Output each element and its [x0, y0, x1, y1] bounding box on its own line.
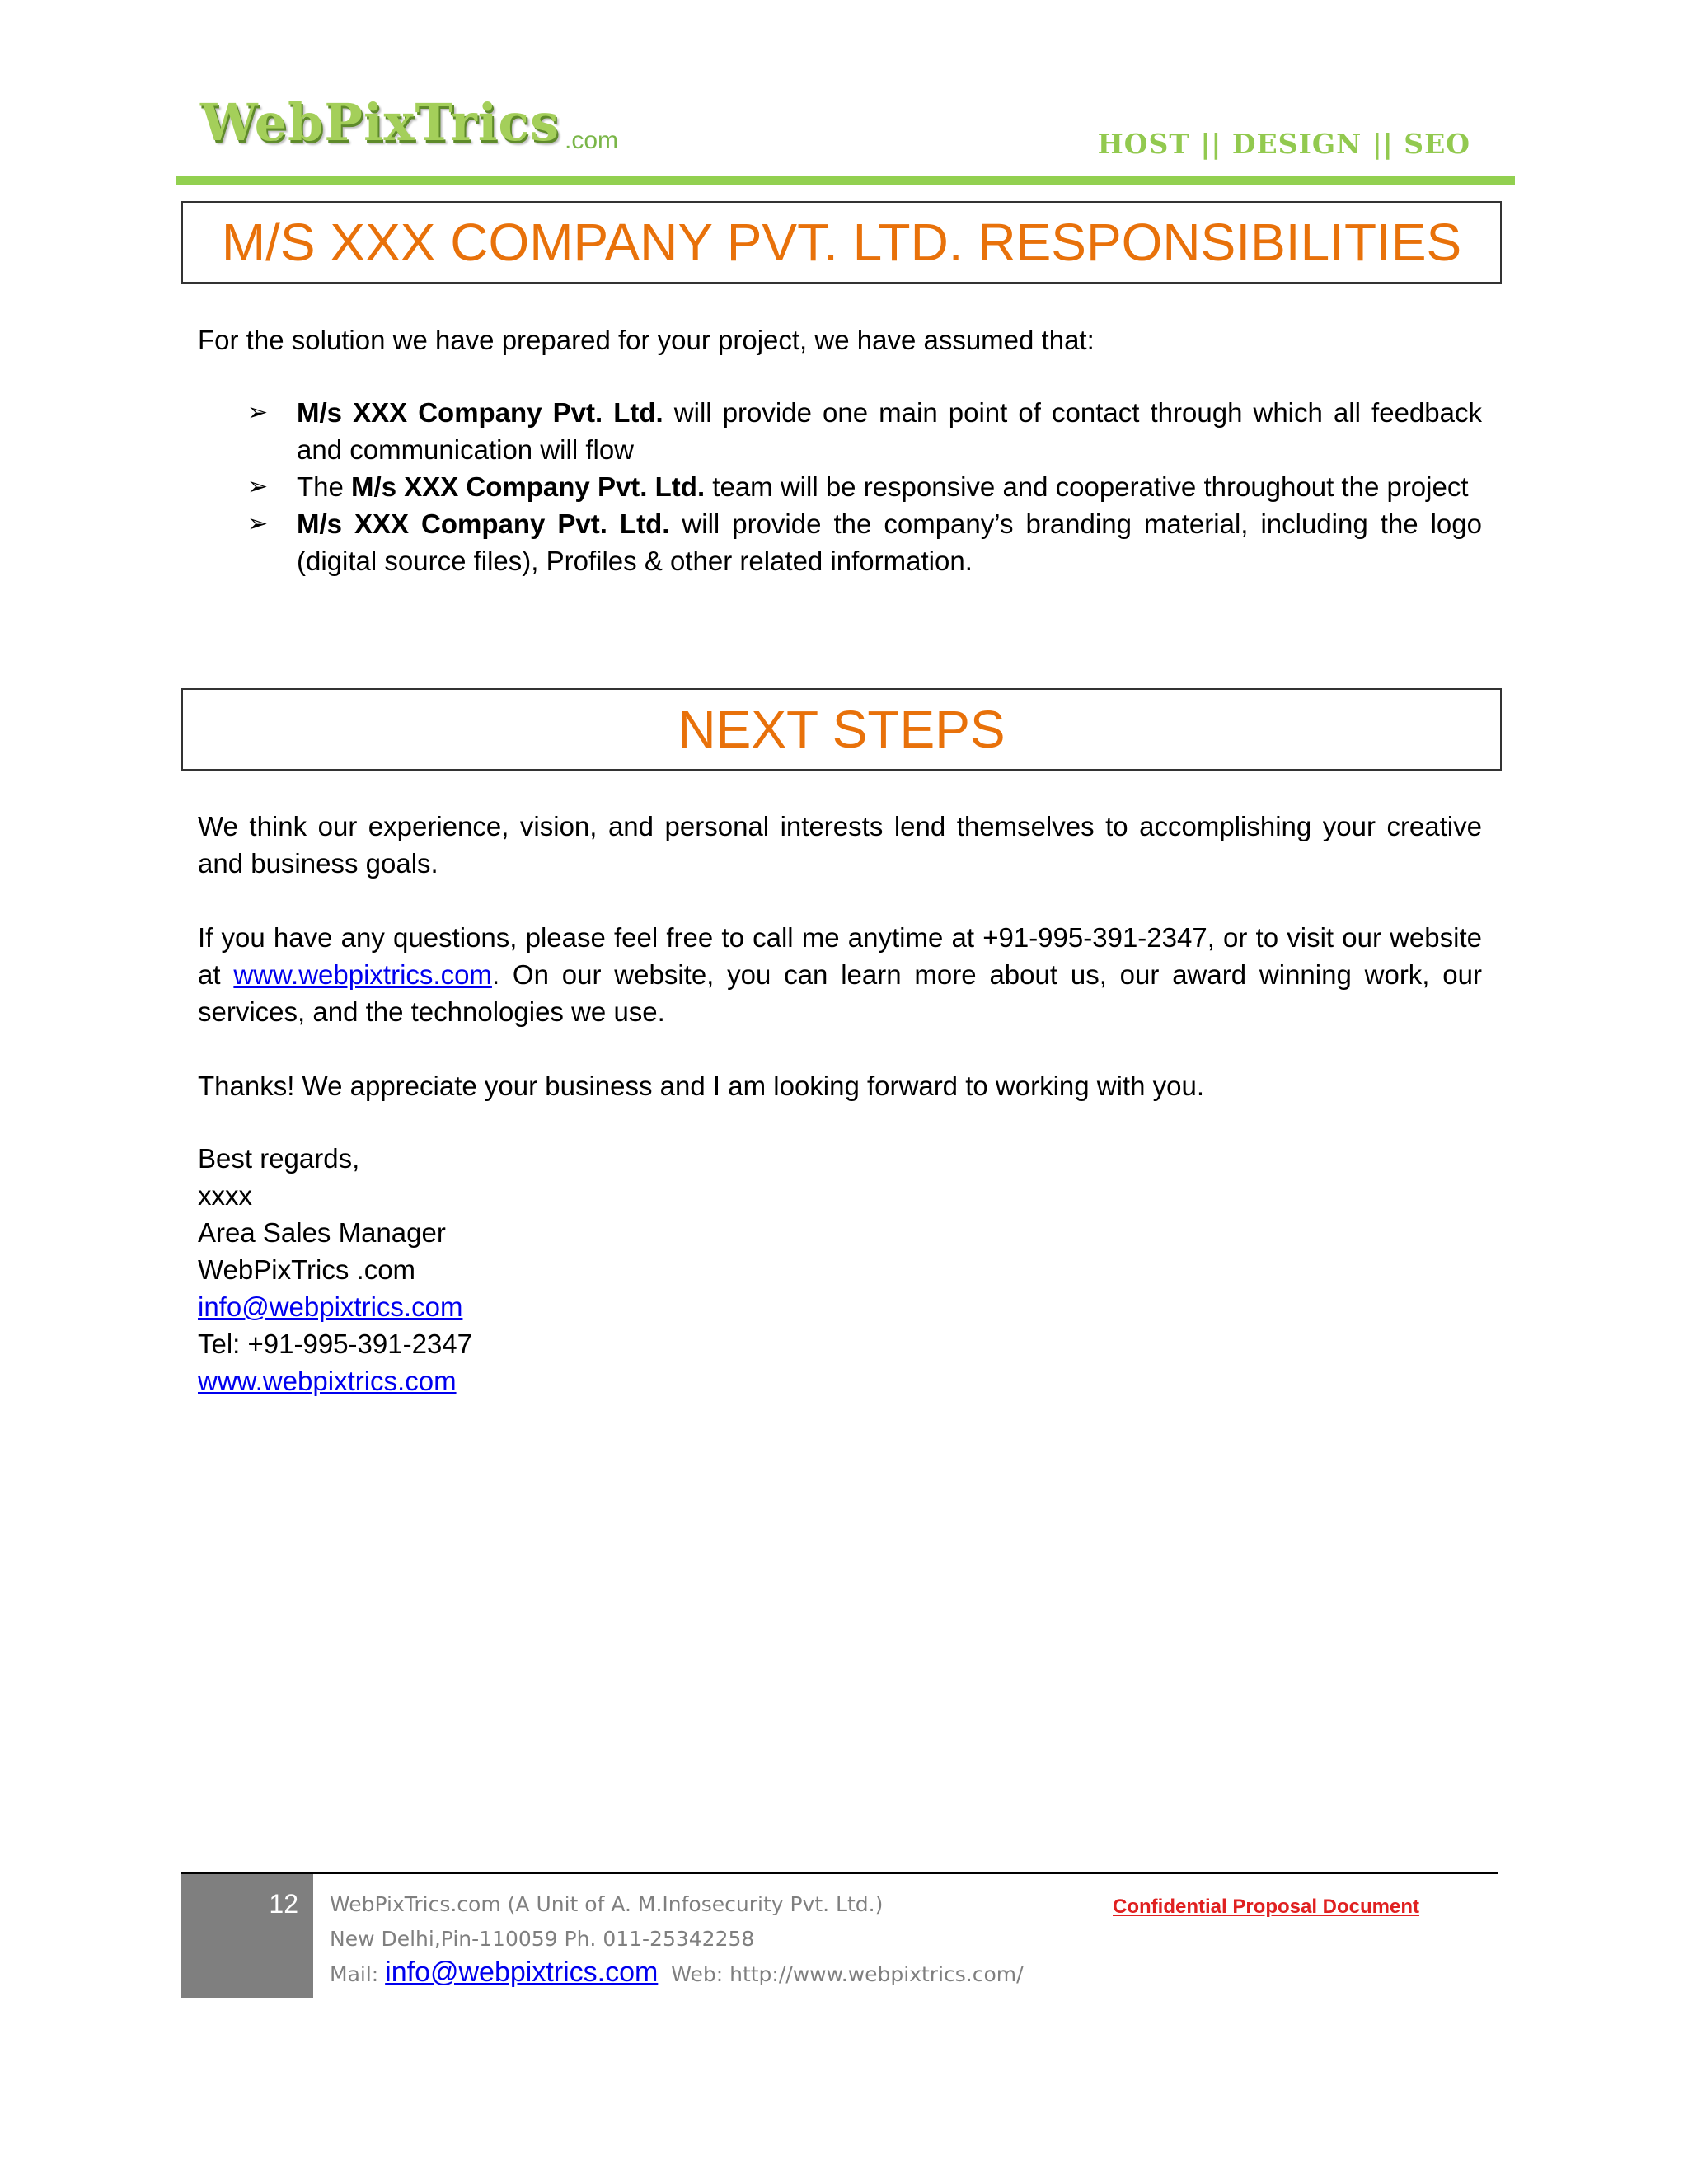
footer-mail-label: Mail: [330, 1962, 386, 1986]
signature-closing: Best regards, [198, 1143, 360, 1174]
header-tagline: HOST || DESIGN || SEO [1097, 128, 1470, 160]
bullet-company-name: M/s XXX Company Pvt. Ltd. [297, 509, 670, 539]
next-steps-paragraph-2 [198, 919, 1482, 1030]
footer-contact-line [330, 1957, 1024, 1989]
list-item [247, 394, 1482, 468]
logo-suffix: .com [565, 127, 619, 154]
signature-block [198, 1140, 472, 1399]
section-title-responsibilities: M/S XXX COMPANY PVT. LTD. RESPONSIBILITIES [181, 201, 1502, 284]
arrow-bullet-icon: ➢ [247, 399, 269, 426]
paragraph-text: . On our website, you can learn more about us, our award winning work, our services, and the technologies we use. [198, 959, 1482, 1027]
footer-address-line: New Delhi,Pin-110059 Ph. 011-25342258 [330, 1927, 755, 1951]
header-divider [176, 176, 1515, 185]
paragraph-text: If you have any questions, please feel free to call me anytime at +91-995-391-2347, or to visit our website at [198, 922, 1482, 990]
bullet-text: will provide one main point of contact through which all feedback and communication will flow [297, 397, 1482, 465]
bullet-text: team will be responsive and cooperative throughout the project [705, 471, 1469, 502]
responsibilities-list [247, 394, 1482, 579]
list-item [247, 505, 1482, 579]
signature-website-link[interactable]: www.webpixtrics.com [198, 1366, 457, 1396]
footer-company-line: WebPixTrics.com (A Unit of A. M.Infosecurity Pvt. Ltd.) [330, 1892, 884, 1916]
logo-wordmark: WebPixTrics [200, 92, 560, 152]
signature-email-link[interactable]: info@webpixtrics.com [198, 1291, 463, 1322]
footer-mail-link[interactable]: info@webpixtrics.com [385, 1957, 659, 1988]
signature-company: WebPixTrics .com [198, 1254, 416, 1285]
signature-name: xxxx [198, 1180, 252, 1211]
footer-web-text: Web: http://www.webpixtrics.com/ [671, 1962, 1024, 1986]
footer-divider [181, 1872, 1498, 1874]
bullet-text: will provide the company’s branding material, including the logo (digital source files), Profiles & other related information. [297, 509, 1482, 576]
signature-role: Area Sales Manager [198, 1217, 446, 1248]
confidential-label: Confidential Proposal Document [1113, 1896, 1420, 1918]
website-link[interactable]: www.webpixtrics.com [233, 959, 492, 990]
next-steps-paragraph-3: Thanks! We appreciate your business and I am looking forward to working with you. [198, 1071, 1204, 1101]
bullet-company-name: M/s XXX Company Pvt. Ltd. [297, 397, 663, 428]
arrow-bullet-icon: ➢ [247, 510, 269, 537]
arrow-bullet-icon: ➢ [247, 473, 269, 500]
next-steps-paragraph-1: We think our experience, vision, and personal interests lend themselves to accomplishing your creative and business goals. [198, 811, 1482, 879]
page-number: 12 [181, 1874, 313, 1998]
bullet-lead: The [297, 471, 352, 502]
responsibilities-intro: For the solution we have prepared for your project, we have assumed that: [198, 325, 1095, 355]
section-title-next-steps: NEXT STEPS [181, 688, 1502, 771]
signature-tel: Tel: +91-995-391-2347 [198, 1329, 472, 1359]
company-logo [200, 92, 618, 166]
list-item [247, 468, 1482, 505]
bullet-company-name: M/s XXX Company Pvt. Ltd. [351, 471, 706, 502]
